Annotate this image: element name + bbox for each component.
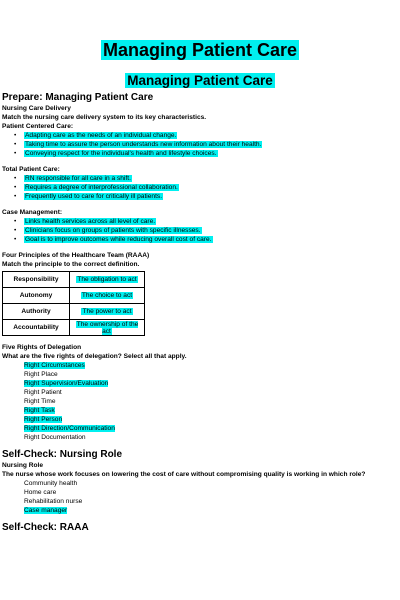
topic-label: Nursing Role [2, 462, 44, 469]
answer-option[interactable] [24, 479, 398, 488]
answer-option[interactable] [24, 506, 398, 515]
document-subtitle: Managing Patient Care [127, 73, 273, 88]
list-item: • Adapting care as the needs of an individual change. [24, 131, 398, 140]
section-heading-selfcheck-role: Self-Check: Nursing Role [2, 449, 123, 460]
raaa-definition: The obligation to act [70, 272, 145, 288]
answer-option-text: Right Direction/Communication [24, 425, 115, 432]
raaa-term: Responsibility [3, 272, 70, 288]
answer-option[interactable] [24, 415, 398, 424]
list-item: • RN responsible for all care in a shift. [24, 174, 398, 183]
raaa-heading: Four Principles of the Healthcare Team (RAAA) [2, 252, 150, 259]
selfcheck-question: The nurse whose work focuses on lowering the cost of care without compromising quality is working in which role? [2, 471, 366, 478]
answer-option[interactable] [24, 379, 398, 388]
topic-label: Nursing Care Delivery [2, 105, 71, 112]
case-management-label: Case Management: [2, 209, 63, 216]
list-item: • Frequently used to care for critically ill patients. [24, 192, 398, 201]
patient-centered-label: Patient Centered Care: [2, 123, 74, 130]
list-item: • Clinicians focus on groups of patients with specific illnesses. [24, 226, 398, 235]
raaa-instruction: Match the principle to the correct definition. [2, 261, 140, 268]
answer-option[interactable] [24, 388, 398, 397]
list-item: • Taking time to assure the person understands new information about their health. [24, 140, 398, 149]
raaa-term: Autonomy [3, 288, 70, 304]
answer-option[interactable] [24, 370, 398, 379]
answer-option-text: Right Circumstances [24, 362, 85, 369]
raaa-definition: The choice to act [70, 288, 145, 304]
answer-option[interactable] [24, 397, 398, 406]
answer-option-text: Right Patient [24, 389, 62, 396]
section-heading-selfcheck-raaa: Self-Check: RAAA [2, 522, 89, 533]
raaa-definition: The power to act [70, 304, 145, 320]
delegation-heading: Five Rights of Delegation [2, 344, 82, 351]
delegation-question: What are the five rights of delegation? Select all that apply. [2, 353, 187, 360]
list-item: • Links health services across all level of care. [24, 217, 398, 226]
answer-option[interactable] [24, 497, 398, 506]
answer-option[interactable] [24, 406, 398, 415]
answer-option-text: Right Place [24, 371, 58, 378]
answer-option-text: Right Time [24, 398, 56, 405]
answer-option-text: Case manager [24, 507, 68, 514]
raaa-term: Authority [3, 304, 70, 320]
answer-option-text: Right Supervision/Evaluation [24, 380, 109, 387]
document-body [2, 92, 398, 534]
list-item: • Requires a degree of interprofessional collaboration. [24, 183, 398, 192]
case-management-list [2, 217, 398, 244]
role-options [2, 479, 398, 515]
instruction-text: Match the nursing care delivery system to its key characteristics. [2, 114, 207, 121]
answer-option-text: Community health [24, 480, 78, 487]
answer-option[interactable] [24, 361, 398, 370]
answer-option-text: Rehabilitation nurse [24, 498, 83, 505]
document-title: Managing Patient Care [102, 40, 298, 60]
raaa-definition: The ownership of the act [70, 320, 145, 336]
raaa-table [2, 271, 145, 336]
answer-option-text: Home care [24, 489, 57, 496]
total-patient-label: Total Patient Care: [2, 166, 60, 173]
table-row [3, 320, 145, 336]
section-heading-prepare: Prepare: Managing Patient Care [2, 92, 154, 103]
table-row [3, 272, 145, 288]
total-patient-list [2, 174, 398, 201]
answer-option-text: Right Documentation [24, 434, 86, 441]
delegation-options [2, 361, 398, 442]
table-row [3, 304, 145, 320]
answer-option[interactable] [24, 424, 398, 433]
list-item: • Goal is to improve outcomes while reducing overall cost of care. [24, 235, 398, 244]
list-item: • Conveying respect for the individual's health and lifestyle choices. [24, 149, 398, 158]
answer-option[interactable] [24, 433, 398, 442]
raaa-term: Accountability [3, 320, 70, 336]
table-row [3, 288, 145, 304]
answer-option-text: Right Person [24, 416, 63, 423]
answer-option-text: Right Task [24, 407, 55, 414]
patient-centered-list [2, 131, 398, 158]
answer-option[interactable] [24, 488, 398, 497]
